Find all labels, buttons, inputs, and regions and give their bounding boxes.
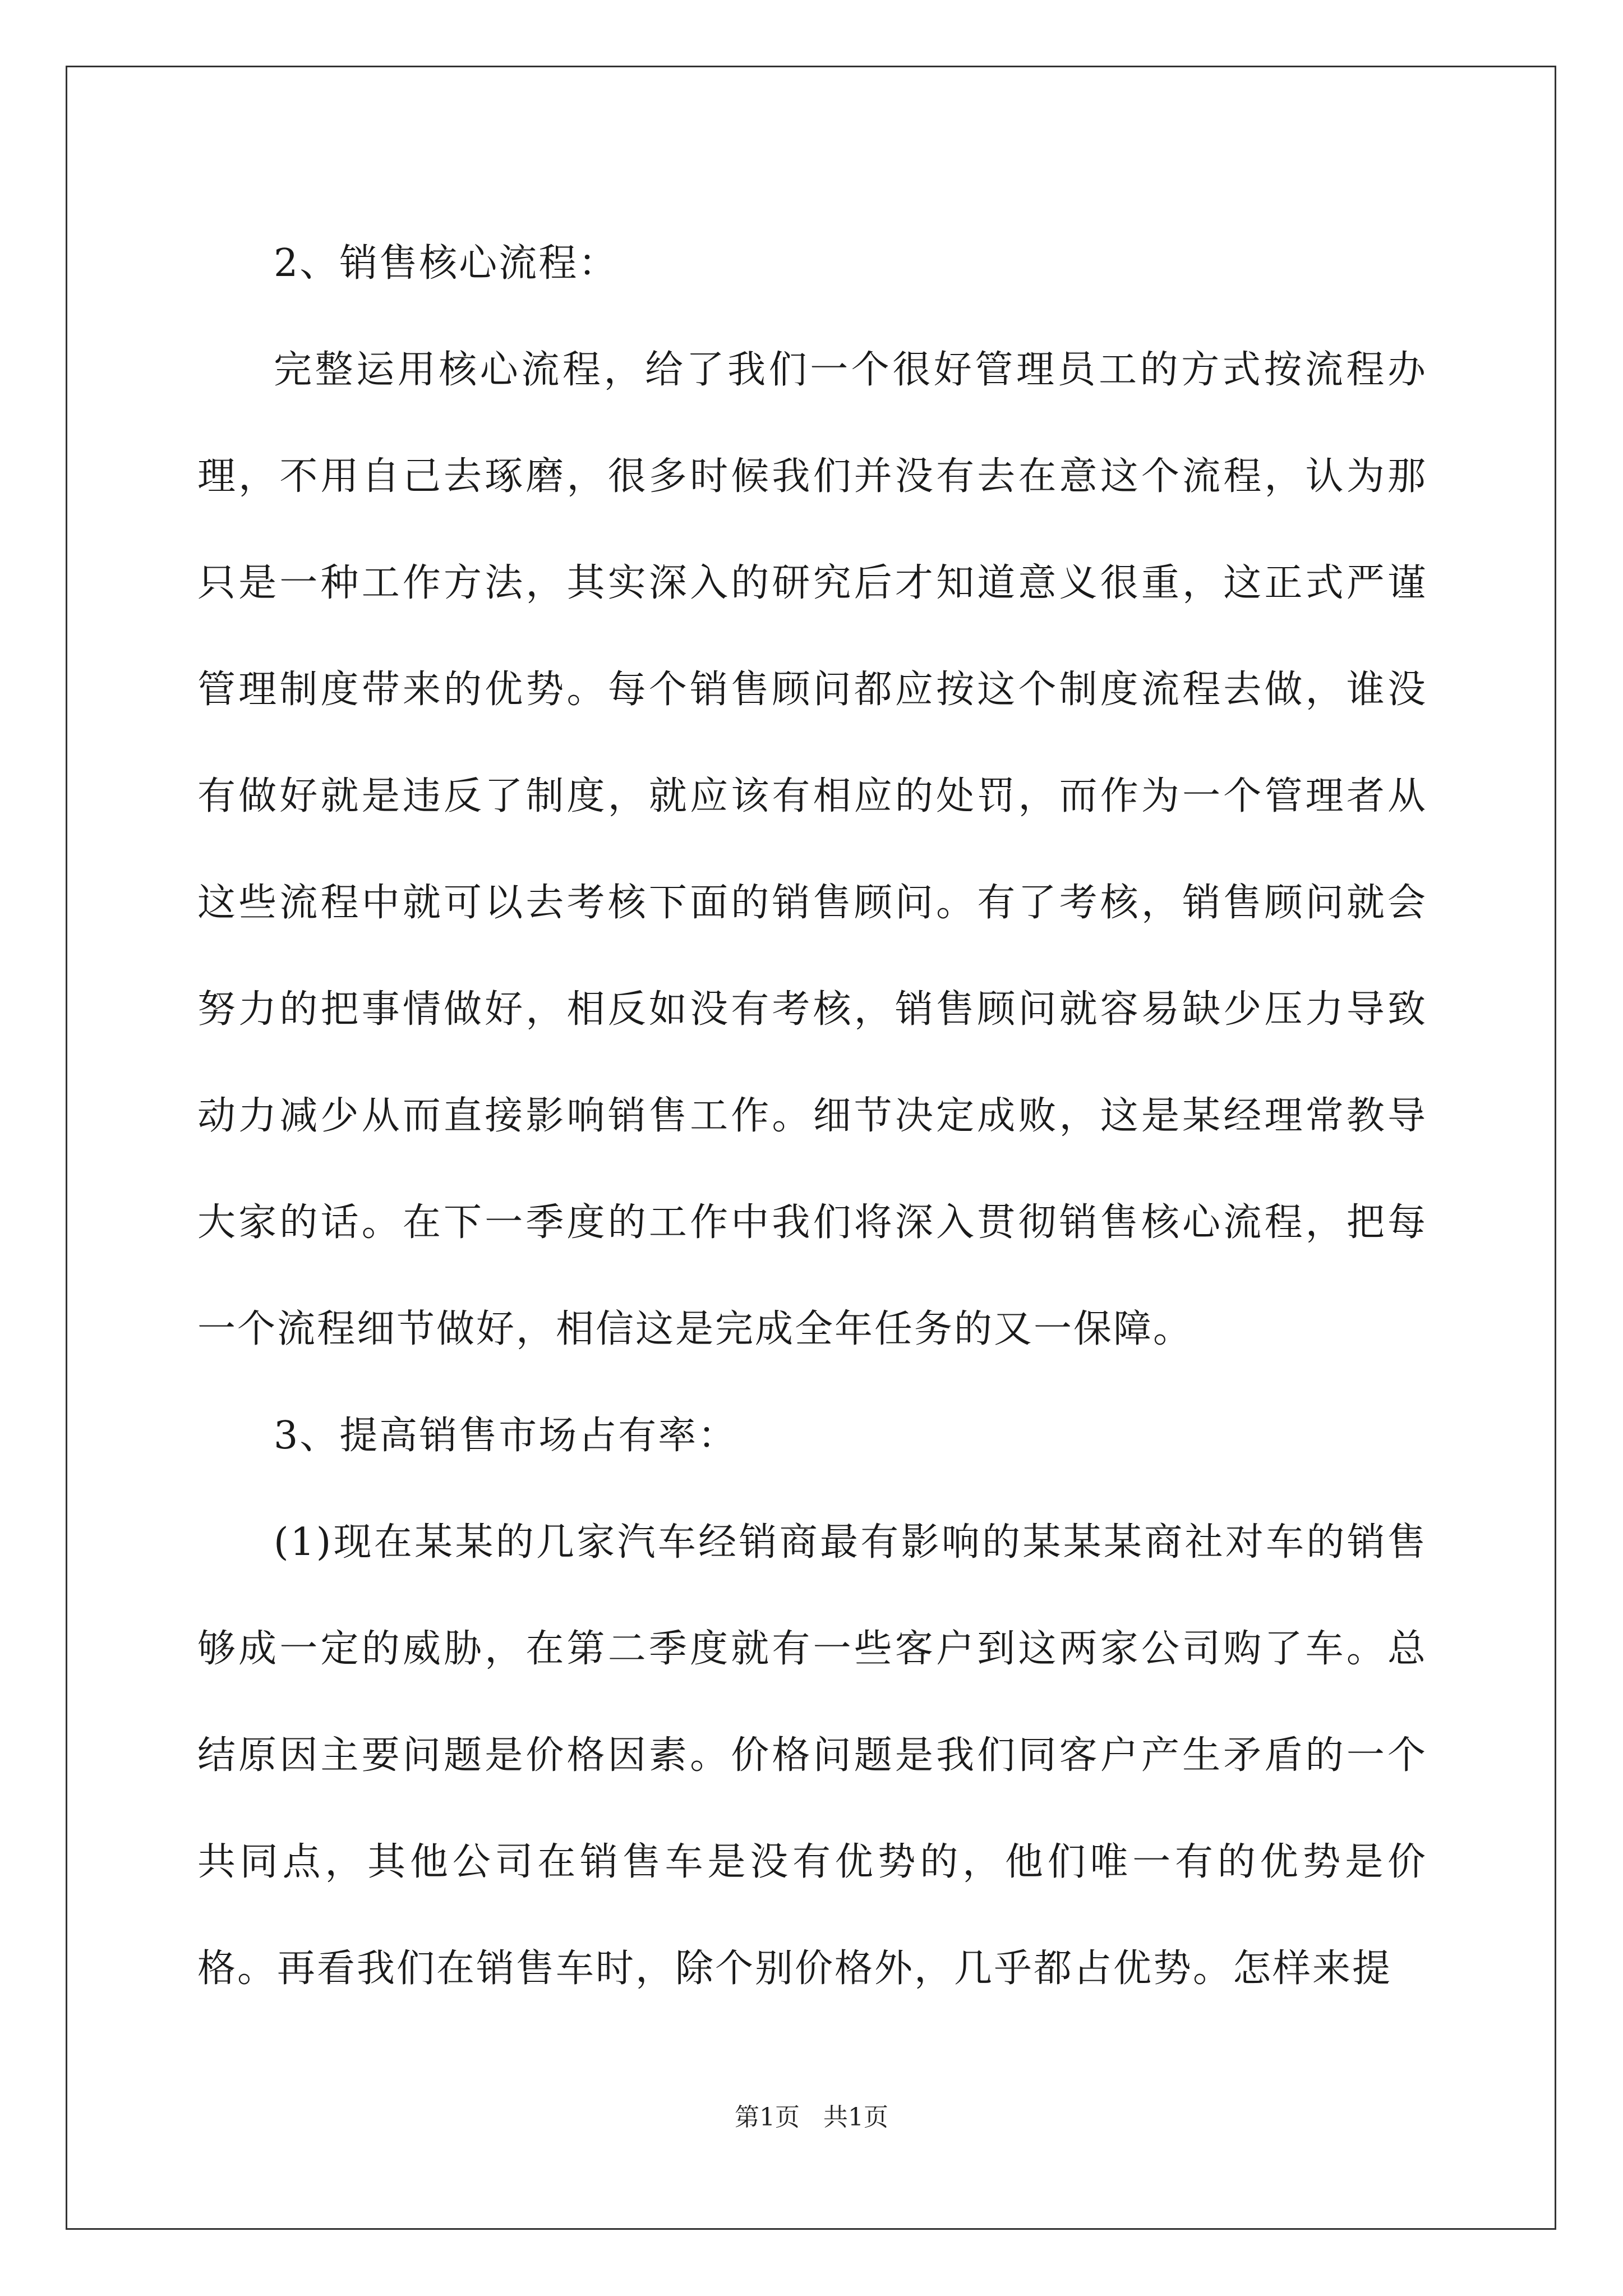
page-footer: 第1页 共1页 [735, 2103, 888, 2132]
section-heading-3: 3、提高销售市场占有率： [274, 1414, 738, 1458]
section-heading-2: 2、销售核心流程： [274, 241, 619, 286]
paragraph-market-share: (1)现在某某的几家汽车经销商最有影响的某某某商社对车的销售够成一定的威胁，在第二季度就有一些客户到这两家公司购了车。总结原因主要问题是价格因素。价格问题是我们同客户产生矛盾的一个共同点，其他公司在销售车是没有优势的，他们唯一有的优势是价格。再看我们在销售车时，除个别价格外，几乎都占优势。怎样来提 [197, 1520, 1427, 1991]
document-body [197, 210, 1427, 2022]
paragraph-core-process: 完整运用核心流程，给了我们一个很好管理员工的方式按流程办理，不用自己去琢磨，很多时候我们并没有去在意这个流程，认为那只是一种工作方法，其实深入的研究后才知道意义很重，这正式严谨管理制度带来的优势。每个销售顾问都应按这个制度流程去做，谁没有做好就是违反了制度，就应该有相应的处罚，而作为一个管理者从这些流程中就可以去考核下面的销售顾问。有了考核，销售顾问就会努力的把事情做好，相反如没有考核，销售顾问就容易缺少压力导致动力减少从而直接影响销售工作。细节决定成败，这是某经理常教导大家的话。在下一季度的工作中我们将深入贯彻销售核心流程，把每一个流程细节做好，相信这是完成全年任务的又一保障。 [197, 348, 1427, 1351]
